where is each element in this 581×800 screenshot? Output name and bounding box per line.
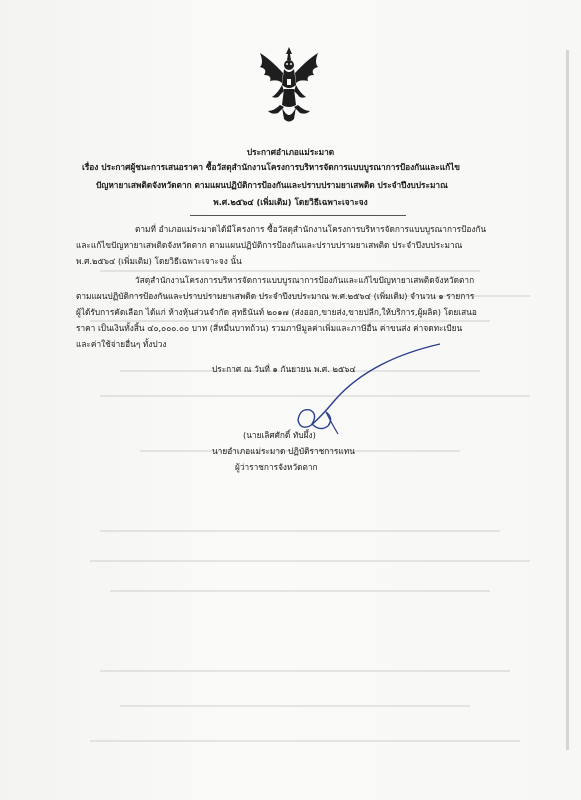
signer-position-1: นายอำเภอแม่ระมาด ปฏิบัติราชการแทน bbox=[212, 446, 355, 456]
garuda-emblem-icon bbox=[256, 45, 322, 125]
announcement-title: ประกาศอำเภอแม่ระมาด bbox=[246, 147, 335, 157]
subject-line-1: เรื่อง ประกาศผู้ชนะการเสนอราคา ซื้อวัสดุสำนักงานโครงการบริหารจัดการแบบบูรณาการป้องกันและแก้ไข bbox=[82, 162, 460, 172]
paragraph2-line2: ตามแผนปฏิบัติการป้องกันและปราบปรามยาเสพติด ประจำปีงบประมาณ พ.ศ.๒๕๖๔ (เพิ่มเติม) จำนวน ๑ รายการ bbox=[76, 291, 475, 301]
paragraph1-line2: และแก้ไขปัญหายาเสพติดจังหวัดตาก ตามแผนปฏิบัติการป้องกันและปราบปรามยาเสพติด ประจำปีงบประมาณ bbox=[76, 240, 463, 250]
subject-line-2: ปัญหายาเสพติดจังหวัดตาก ตามแผนปฏิบัติการป้องกันและปราบปรามยาเสพติด ประจำปีงบประมาณ bbox=[96, 180, 448, 190]
paragraph1-line1: ตามที่ อำเภอแม่ระมาดได้มีโครงการ ซื้อวัสดุสำนักงานโครงการบริหารจัดการแบบบูรณาการป้องกัน bbox=[135, 224, 487, 234]
subject-line-3: พ.ศ.๒๕๖๔ (เพิ่มเติม) โดยวิธีเฉพาะเจาะจง bbox=[213, 197, 368, 207]
paragraph2-line3: ผู้ได้รับการคัดเลือก ได้แก่ ห้างหุ้นส่วนจำกัด สุทธินันท์ ๒๐๑๗ (ส่งออก,ขายส่ง,ขายปลีก,ให้บริการ,ผู้ผลิต) โดยเสนอ bbox=[76, 307, 477, 317]
announcement-date: ประกาศ ณ วันที่ ๑ กันยายน พ.ศ. ๒๕๖๔ bbox=[212, 364, 356, 374]
paragraph2-line1: วัสดุสำนักงานโครงการบริหารจัดการแบบบูรณาการป้องกันและแก้ไขปัญหายาเสพติดจังหวัดตาก bbox=[135, 275, 475, 285]
paragraph2-line4: ราคา เป็นเงินทั้งสิ้น ๔๐,๐๐๐.๐๐ บาท (สี่หมื่นบาทถ้วน) รวมภาษีมูลค่าเพิ่มและภาษีอื่น ค่าขนส่ง ค่าจดทะเบียน bbox=[76, 323, 463, 333]
signer-name: (นายเลิศศักดิ์ ทับผึ้ง) bbox=[243, 430, 316, 440]
paragraph1-line3: พ.ศ.๒๕๖๔ (เพิ่มเติม) โดยวิธีเฉพาะเจาะจง นั้น bbox=[76, 256, 242, 266]
signer-position-2: ผู้ว่าราชการจังหวัดตาก bbox=[235, 462, 318, 472]
paragraph2-line5: และค่าใช้จ่ายอื่นๆ ทั้งปวง bbox=[76, 339, 167, 349]
handwritten-signature bbox=[240, 330, 470, 440]
divider-line bbox=[190, 215, 406, 216]
